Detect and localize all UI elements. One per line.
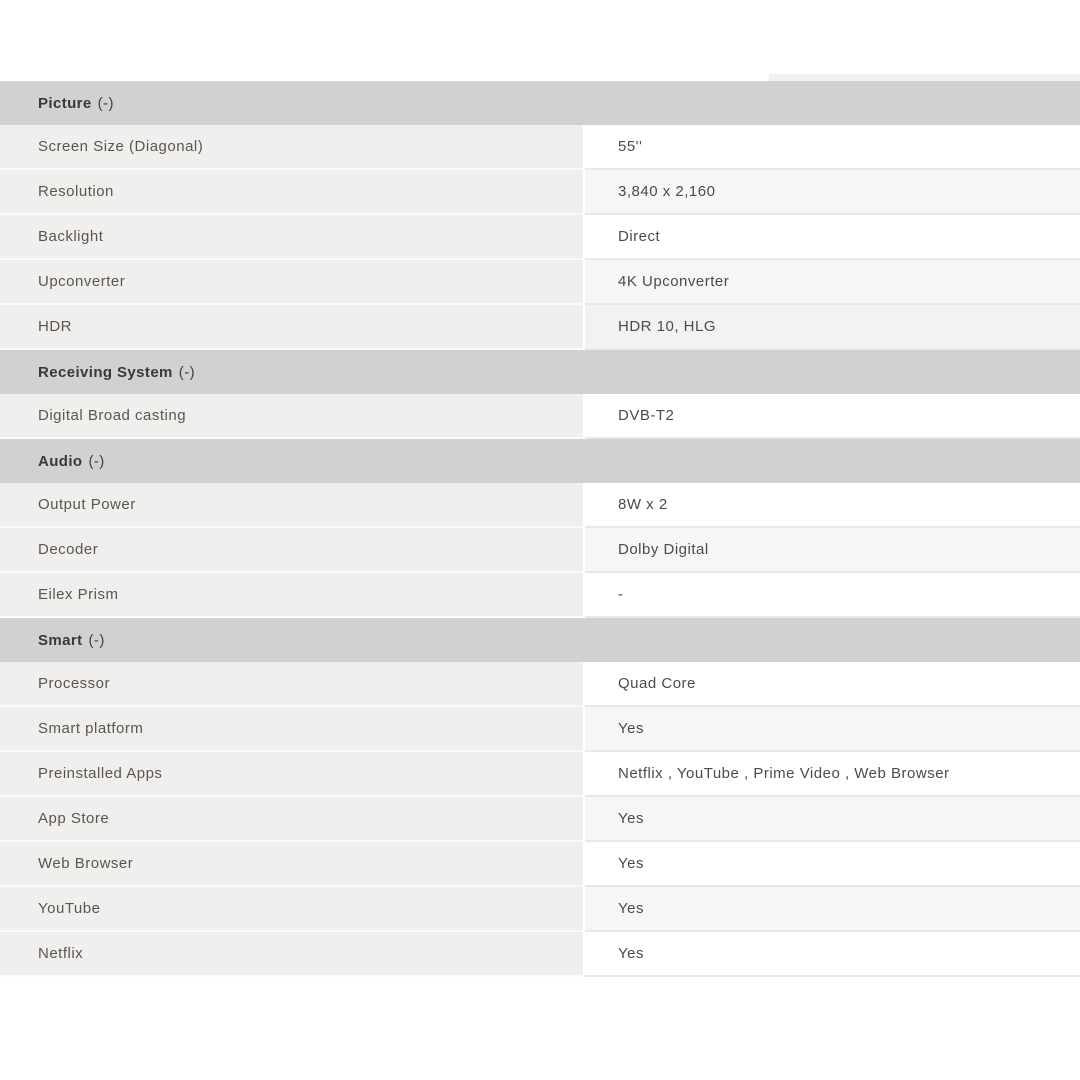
spec-value: 4K Upconverter: [585, 260, 1080, 305]
table-row: [0, 573, 1080, 618]
spec-label: Netflix: [0, 932, 583, 977]
spec-label: HDR: [0, 305, 583, 350]
spec-label: Backlight: [0, 215, 583, 260]
spec-value: Yes: [585, 797, 1080, 842]
section-title: Audio: [38, 452, 83, 470]
section-title: Picture: [38, 94, 92, 112]
page-background-strip: [769, 74, 1080, 81]
spec-label: Digital Broad casting: [0, 394, 583, 439]
section-header-audio[interactable]: [0, 439, 1080, 483]
table-row: [0, 797, 1080, 842]
collapse-indicator: (-): [88, 631, 105, 649]
table-row: [0, 528, 1080, 573]
section-header-smart[interactable]: [0, 618, 1080, 662]
table-row: [0, 125, 1080, 170]
table-row: [0, 170, 1080, 215]
table-row: [0, 394, 1080, 439]
spec-value: Yes: [585, 707, 1080, 752]
specifications-table: [0, 81, 1080, 977]
spec-value: 55'': [585, 125, 1080, 170]
spec-value: Direct: [585, 215, 1080, 260]
spec-label: Resolution: [0, 170, 583, 215]
spec-value: Netflix , YouTube , Prime Video , Web Browser: [585, 752, 1080, 797]
table-row: [0, 305, 1080, 350]
section-header-picture[interactable]: [0, 81, 1080, 125]
table-row: [0, 887, 1080, 932]
spec-value: Quad Core: [585, 662, 1080, 707]
spec-value: Yes: [585, 887, 1080, 932]
collapse-indicator: (-): [178, 363, 195, 381]
spec-label: YouTube: [0, 887, 583, 932]
spec-label: Processor: [0, 662, 583, 707]
spec-label: App Store: [0, 797, 583, 842]
spec-label: Smart platform: [0, 707, 583, 752]
spec-value: 3,840 x 2,160: [585, 170, 1080, 215]
spec-label: Web Browser: [0, 842, 583, 887]
table-row: [0, 842, 1080, 887]
spec-label: Output Power: [0, 483, 583, 528]
spec-value: Dolby Digital: [585, 528, 1080, 573]
collapse-indicator: (-): [97, 94, 114, 112]
collapse-indicator: (-): [88, 452, 105, 470]
spec-label: Preinstalled Apps: [0, 752, 583, 797]
table-row: [0, 215, 1080, 260]
spec-label: Eilex Prism: [0, 573, 583, 618]
table-row: [0, 260, 1080, 305]
table-row: [0, 932, 1080, 977]
table-row: [0, 483, 1080, 528]
section-title: Smart: [38, 631, 83, 649]
spec-label: Decoder: [0, 528, 583, 573]
spec-value: HDR 10, HLG: [585, 305, 1080, 350]
spec-value: Yes: [585, 842, 1080, 887]
section-header-receiving-system[interactable]: [0, 350, 1080, 394]
spec-label: Screen Size (Diagonal): [0, 125, 583, 170]
table-row: [0, 752, 1080, 797]
spec-label: Upconverter: [0, 260, 583, 305]
spec-value: Yes: [585, 932, 1080, 977]
spec-value: 8W x 2: [585, 483, 1080, 528]
spec-value: -: [585, 573, 1080, 618]
table-row: [0, 707, 1080, 752]
section-title: Receiving System: [38, 363, 173, 381]
spec-value: DVB-T2: [585, 394, 1080, 439]
table-row: [0, 662, 1080, 707]
